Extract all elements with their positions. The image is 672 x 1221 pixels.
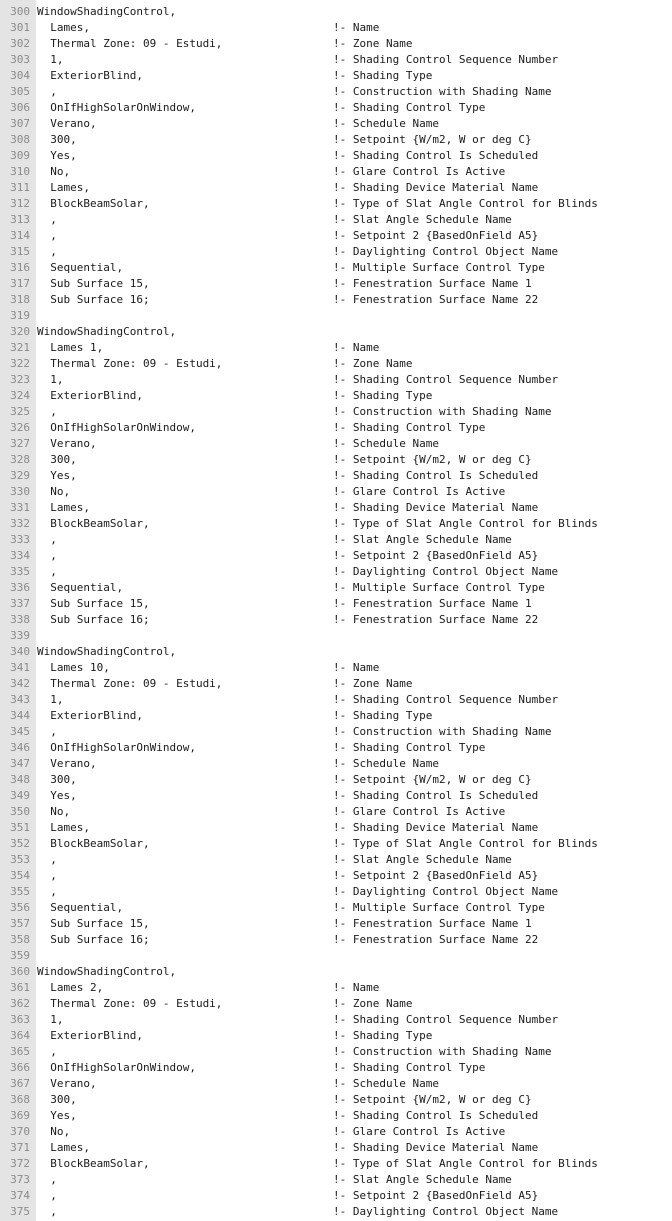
code-text: ,	[37, 725, 57, 738]
code-comment: !- Shading Device Material Name	[333, 181, 539, 194]
code-line[interactable]	[0, 628, 672, 644]
code-line[interactable]	[0, 980, 672, 996]
code-line[interactable]	[0, 20, 672, 36]
code-line[interactable]	[0, 996, 672, 1012]
line-number: 366	[10, 1061, 30, 1074]
line-number: 304	[10, 69, 30, 82]
line-number: 355	[10, 885, 30, 898]
code-comment: !- Glare Control Is Active	[333, 485, 506, 498]
code-text: OnIfHighSolarOnWindow,	[37, 421, 196, 434]
code-text: No,	[37, 165, 71, 178]
code-line[interactable]	[0, 660, 672, 676]
code-text: BlockBeamSolar,	[37, 1157, 150, 1170]
code-text: Sub Surface 15,	[37, 597, 150, 610]
code-line[interactable]	[0, 900, 672, 916]
code-line[interactable]	[0, 308, 672, 324]
code-text: WindowShadingControl,	[37, 5, 177, 18]
line-number: 329	[10, 469, 30, 482]
code-text: WindowShadingControl,	[37, 325, 177, 338]
code-comment: !- Shading Control Is Scheduled	[333, 149, 539, 162]
code-comment: !- Daylighting Control Object Name	[333, 885, 559, 898]
code-line[interactable]	[0, 484, 672, 500]
line-number: 354	[10, 869, 30, 882]
line-number: 320	[10, 325, 30, 338]
code-text: ,	[37, 565, 57, 578]
code-text: ,	[37, 85, 57, 98]
code-text: Lames,	[37, 21, 90, 34]
code-comment: !- Shading Control Is Scheduled	[333, 469, 539, 482]
code-text: Thermal Zone: 09 - Estudi,	[37, 997, 223, 1010]
code-text: Lames,	[37, 501, 90, 514]
code-text: ,	[37, 405, 57, 418]
code-text: No,	[37, 1125, 71, 1138]
line-number: 312	[10, 197, 30, 210]
code-line[interactable]	[0, 68, 672, 84]
code-line[interactable]	[0, 1204, 672, 1220]
code-comment: !- Daylighting Control Object Name	[333, 1205, 559, 1218]
code-text: 300,	[37, 453, 77, 466]
code-text: Sub Surface 15,	[37, 917, 150, 930]
code-line[interactable]	[0, 52, 672, 68]
code-text: Lames,	[37, 821, 90, 834]
line-number: 375	[10, 1205, 30, 1218]
code-text: ,	[37, 1173, 57, 1186]
code-line[interactable]	[0, 788, 672, 804]
code-text: Thermal Zone: 09 - Estudi,	[37, 357, 223, 370]
code-line[interactable]	[0, 884, 672, 900]
code-text: No,	[37, 805, 71, 818]
code-comment: !- Schedule Name	[333, 757, 439, 770]
code-line[interactable]	[0, 644, 672, 660]
code-comment: !- Construction with Shading Name	[333, 405, 552, 418]
code-comment: !- Multiple Surface Control Type	[333, 901, 545, 914]
code-text: Yes,	[37, 149, 77, 162]
code-comment: !- Shading Control Type	[333, 101, 486, 114]
line-number: 340	[10, 645, 30, 658]
code-line[interactable]	[0, 1108, 672, 1124]
code-text: Verano,	[37, 1077, 97, 1090]
code-text: WindowShadingControl,	[37, 965, 177, 978]
code-comment: !- Schedule Name	[333, 437, 439, 450]
code-line[interactable]	[0, 516, 672, 532]
line-number: 303	[10, 53, 30, 66]
code-text: Sub Surface 16;	[37, 613, 150, 626]
line-number: 372	[10, 1157, 30, 1170]
code-comment: !- Shading Type	[333, 69, 433, 82]
code-text: Lames 1,	[37, 341, 104, 354]
line-number: 313	[10, 213, 30, 226]
code-comment: !- Shading Control Is Scheduled	[333, 789, 539, 802]
code-line[interactable]	[0, 564, 672, 580]
code-text: ,	[37, 1189, 57, 1202]
code-comment: !- Shading Control Sequence Number	[333, 1013, 559, 1026]
code-text: Lames,	[37, 181, 90, 194]
code-line[interactable]	[0, 292, 672, 308]
code-line[interactable]	[0, 500, 672, 516]
code-comment: !- Shading Control Sequence Number	[333, 53, 559, 66]
code-text: ,	[37, 245, 57, 258]
line-number: 362	[10, 997, 30, 1010]
line-number: 331	[10, 501, 30, 514]
line-number: 374	[10, 1189, 30, 1202]
code-text: Verano,	[37, 117, 97, 130]
code-comment: !- Setpoint 2 {BasedOnField A5}	[333, 869, 539, 882]
code-comment: !- Fenestration Surface Name 1	[333, 597, 532, 610]
code-comment: !- Fenestration Surface Name 1	[333, 917, 532, 930]
code-text: ,	[37, 533, 57, 546]
code-line[interactable]	[0, 916, 672, 932]
code-comment: !- Name	[333, 661, 380, 674]
code-line[interactable]	[0, 708, 672, 724]
line-number: 361	[10, 981, 30, 994]
code-line[interactable]	[0, 820, 672, 836]
code-line[interactable]	[0, 580, 672, 596]
line-number: 369	[10, 1109, 30, 1122]
line-number: 301	[10, 21, 30, 34]
code-comment: !- Setpoint {W/m2, W or deg C}	[333, 453, 532, 466]
code-comment: !- Shading Control Sequence Number	[333, 693, 559, 706]
code-comment: !- Construction with Shading Name	[333, 1045, 552, 1058]
line-number: 342	[10, 677, 30, 690]
line-number: 341	[10, 661, 30, 674]
line-number: 319	[10, 309, 30, 322]
code-text: ExteriorBlind,	[37, 709, 143, 722]
code-comment: !- Glare Control Is Active	[333, 805, 506, 818]
code-text: No,	[37, 485, 71, 498]
code-comment: !- Fenestration Surface Name 22	[333, 933, 539, 946]
line-number: 307	[10, 117, 30, 130]
code-line[interactable]	[0, 1028, 672, 1044]
code-comment: !- Name	[333, 21, 380, 34]
line-number: 348	[10, 773, 30, 786]
code-line[interactable]	[0, 1044, 672, 1060]
code-line[interactable]	[0, 772, 672, 788]
code-comment: !- Zone Name	[333, 357, 413, 370]
code-text: ,	[37, 229, 57, 242]
code-line[interactable]	[0, 164, 672, 180]
line-number: 349	[10, 789, 30, 802]
code-comment: !- Shading Type	[333, 709, 433, 722]
line-number: 364	[10, 1029, 30, 1042]
code-line[interactable]	[0, 804, 672, 820]
code-line[interactable]	[0, 1156, 672, 1172]
line-number: 316	[10, 261, 30, 274]
line-number: 345	[10, 725, 30, 738]
code-comment: !- Type of Slat Angle Control for Blinds	[333, 1157, 598, 1170]
line-number: 314	[10, 229, 30, 242]
code-comment: !- Shading Device Material Name	[333, 821, 539, 834]
code-line[interactable]	[0, 548, 672, 564]
code-line[interactable]	[0, 468, 672, 484]
code-comment: !- Setpoint {W/m2, W or deg C}	[333, 1093, 532, 1106]
code-line[interactable]	[0, 596, 672, 612]
code-text: 300,	[37, 773, 77, 786]
line-number: 321	[10, 341, 30, 354]
code-line[interactable]	[0, 1172, 672, 1188]
line-number: 335	[10, 565, 30, 578]
code-line[interactable]	[0, 612, 672, 628]
code-text: ExteriorBlind,	[37, 69, 143, 82]
line-number: 357	[10, 917, 30, 930]
code-text: OnIfHighSolarOnWindow,	[37, 101, 196, 114]
code-comment: !- Shading Type	[333, 389, 433, 402]
code-comment: !- Setpoint 2 {BasedOnField A5}	[333, 549, 539, 562]
line-number: 358	[10, 933, 30, 946]
line-number: 327	[10, 437, 30, 450]
code-line[interactable]	[0, 1188, 672, 1204]
line-number: 367	[10, 1077, 30, 1090]
code-text: 1,	[37, 1013, 64, 1026]
code-text: Verano,	[37, 437, 97, 450]
code-comment: !- Zone Name	[333, 37, 413, 50]
line-number: 306	[10, 101, 30, 114]
code-text: BlockBeamSolar,	[37, 837, 150, 850]
code-line[interactable]	[0, 1012, 672, 1028]
code-line[interactable]	[0, 868, 672, 884]
code-text: OnIfHighSolarOnWindow,	[37, 1061, 196, 1074]
code-comment: !- Daylighting Control Object Name	[333, 565, 559, 578]
code-comment: !- Slat Angle Schedule Name	[333, 1173, 512, 1186]
code-line[interactable]	[0, 100, 672, 116]
code-line[interactable]	[0, 84, 672, 100]
code-line[interactable]	[0, 1060, 672, 1076]
code-comment: !- Type of Slat Angle Control for Blinds	[333, 517, 598, 530]
code-comment: !- Shading Control Type	[333, 1061, 486, 1074]
code-line[interactable]	[0, 948, 672, 964]
code-text: 1,	[37, 373, 64, 386]
code-line[interactable]	[0, 276, 672, 292]
line-number: 370	[10, 1125, 30, 1138]
code-text: Sub Surface 15,	[37, 277, 150, 290]
code-comment: !- Setpoint 2 {BasedOnField A5}	[333, 1189, 539, 1202]
line-number: 347	[10, 757, 30, 770]
code-comment: !- Glare Control Is Active	[333, 165, 506, 178]
code-comment: !- Slat Angle Schedule Name	[333, 853, 512, 866]
line-number: 328	[10, 453, 30, 466]
code-line[interactable]	[0, 676, 672, 692]
code-comment: !- Slat Angle Schedule Name	[333, 213, 512, 226]
line-number: 339	[10, 629, 30, 642]
code-comment: !- Shading Control Sequence Number	[333, 373, 559, 386]
code-comment: !- Shading Control Is Scheduled	[333, 1109, 539, 1122]
code-line[interactable]	[0, 452, 672, 468]
code-line[interactable]	[0, 356, 672, 372]
line-number: 302	[10, 37, 30, 50]
code-text: BlockBeamSolar,	[37, 517, 150, 530]
code-line[interactable]	[0, 964, 672, 980]
line-number: 373	[10, 1173, 30, 1186]
code-comment: !- Daylighting Control Object Name	[333, 245, 559, 258]
code-text: Lames 10,	[37, 661, 110, 674]
code-text: ,	[37, 853, 57, 866]
line-number: 356	[10, 901, 30, 914]
code-text: Thermal Zone: 09 - Estudi,	[37, 37, 223, 50]
code-line[interactable]	[0, 36, 672, 52]
code-text: Yes,	[37, 789, 77, 802]
code-line[interactable]	[0, 692, 672, 708]
code-line[interactable]	[0, 1124, 672, 1140]
code-text: Yes,	[37, 469, 77, 482]
line-number: 308	[10, 133, 30, 146]
code-line[interactable]	[0, 212, 672, 228]
line-number: 363	[10, 1013, 30, 1026]
line-number: 360	[10, 965, 30, 978]
code-line[interactable]	[0, 244, 672, 260]
code-line[interactable]	[0, 148, 672, 164]
code-comment: !- Name	[333, 341, 380, 354]
code-comment: !- Fenestration Surface Name 22	[333, 613, 539, 626]
code-comment: !- Shading Device Material Name	[333, 1141, 539, 1154]
line-number: 352	[10, 837, 30, 850]
code-comment: !- Fenestration Surface Name 1	[333, 277, 532, 290]
line-number: 330	[10, 485, 30, 498]
code-comment: !- Zone Name	[333, 997, 413, 1010]
code-line[interactable]	[0, 260, 672, 276]
code-comment: !- Slat Angle Schedule Name	[333, 533, 512, 546]
code-text: 1,	[37, 693, 64, 706]
code-line[interactable]	[0, 404, 672, 420]
line-number: 336	[10, 581, 30, 594]
code-text: WindowShadingControl,	[37, 645, 177, 658]
line-number: 324	[10, 389, 30, 402]
code-comment: !- Setpoint {W/m2, W or deg C}	[333, 773, 532, 786]
code-comment: !- Setpoint {W/m2, W or deg C}	[333, 133, 532, 146]
line-number: 326	[10, 421, 30, 434]
code-line[interactable]	[0, 180, 672, 196]
code-line[interactable]	[0, 1140, 672, 1156]
code-comment: !- Construction with Shading Name	[333, 725, 552, 738]
code-text: Sequential,	[37, 261, 124, 274]
code-text: Lames 2,	[37, 981, 104, 994]
code-text: BlockBeamSolar,	[37, 197, 150, 210]
code-text: 300,	[37, 133, 77, 146]
code-line[interactable]	[0, 532, 672, 548]
line-number: 322	[10, 357, 30, 370]
code-text: Sub Surface 16;	[37, 293, 150, 306]
code-comment: !- Zone Name	[333, 677, 413, 690]
code-line[interactable]	[0, 756, 672, 772]
code-line[interactable]	[0, 340, 672, 356]
code-text: ,	[37, 1045, 57, 1058]
line-number: 334	[10, 549, 30, 562]
line-number: 343	[10, 693, 30, 706]
code-line[interactable]	[0, 388, 672, 404]
code-line[interactable]	[0, 4, 672, 20]
code-comment: !- Schedule Name	[333, 1077, 439, 1090]
line-number: 338	[10, 613, 30, 626]
line-number: 318	[10, 293, 30, 306]
code-text: 1,	[37, 53, 64, 66]
code-text: ,	[37, 1205, 57, 1218]
code-comment: !- Multiple Surface Control Type	[333, 261, 545, 274]
code-comment: !- Multiple Surface Control Type	[333, 581, 545, 594]
code-comment: !- Type of Slat Angle Control for Blinds	[333, 197, 598, 210]
code-comment: !- Shading Control Type	[333, 741, 486, 754]
line-number: 353	[10, 853, 30, 866]
code-text: ,	[37, 869, 57, 882]
code-line[interactable]	[0, 372, 672, 388]
line-number: 311	[10, 181, 30, 194]
code-text: ,	[37, 213, 57, 226]
code-text: OnIfHighSolarOnWindow,	[37, 741, 196, 754]
code-line[interactable]	[0, 852, 672, 868]
line-number: 365	[10, 1045, 30, 1058]
code-line[interactable]	[0, 836, 672, 852]
code-comment: !- Glare Control Is Active	[333, 1125, 506, 1138]
line-number: 371	[10, 1141, 30, 1154]
line-number: 300	[10, 5, 30, 18]
line-number: 305	[10, 85, 30, 98]
line-number: 337	[10, 597, 30, 610]
code-line[interactable]	[0, 196, 672, 212]
code-text: Sub Surface 16;	[37, 933, 150, 946]
line-number: 332	[10, 517, 30, 530]
code-comment: !- Setpoint 2 {BasedOnField A5}	[333, 229, 539, 242]
code-line[interactable]	[0, 436, 672, 452]
code-text: ,	[37, 549, 57, 562]
code-text: ExteriorBlind,	[37, 389, 143, 402]
code-text: Sequential,	[37, 901, 124, 914]
line-number: 317	[10, 277, 30, 290]
line-number: 346	[10, 741, 30, 754]
code-comment: !- Shading Type	[333, 1029, 433, 1042]
code-text: Thermal Zone: 09 - Estudi,	[37, 677, 223, 690]
code-comment: !- Type of Slat Angle Control for Blinds	[333, 837, 598, 850]
code-line[interactable]	[0, 228, 672, 244]
code-text: Lames,	[37, 1141, 90, 1154]
code-text: 300,	[37, 1093, 77, 1106]
code-comment: !- Name	[333, 981, 380, 994]
line-number: 325	[10, 405, 30, 418]
code-line[interactable]	[0, 1076, 672, 1092]
line-number: 323	[10, 373, 30, 386]
code-comment: !- Construction with Shading Name	[333, 85, 552, 98]
code-text: ,	[37, 885, 57, 898]
line-number: 315	[10, 245, 30, 258]
code-text: Yes,	[37, 1109, 77, 1122]
line-number: 310	[10, 165, 30, 178]
code-comment: !- Schedule Name	[333, 117, 439, 130]
code-comment: !- Shading Device Material Name	[333, 501, 539, 514]
line-number: 351	[10, 821, 30, 834]
code-line[interactable]	[0, 1092, 672, 1108]
line-number: 350	[10, 805, 30, 818]
line-number: 368	[10, 1093, 30, 1106]
code-comment: !- Shading Control Type	[333, 421, 486, 434]
line-number: 344	[10, 709, 30, 722]
code-text: Verano,	[37, 757, 97, 770]
code-text: Sequential,	[37, 581, 124, 594]
code-line[interactable]	[0, 420, 672, 436]
code-text: ExteriorBlind,	[37, 1029, 143, 1042]
code-line[interactable]	[0, 740, 672, 756]
code-comment: !- Fenestration Surface Name 22	[333, 293, 539, 306]
code-line[interactable]	[0, 932, 672, 948]
code-line[interactable]	[0, 116, 672, 132]
code-line[interactable]	[0, 132, 672, 148]
code-line[interactable]	[0, 724, 672, 740]
line-number: 333	[10, 533, 30, 546]
line-number: 359	[10, 949, 30, 962]
code-line[interactable]	[0, 324, 672, 340]
code-lines[interactable]	[0, 4, 672, 1220]
line-number: 309	[10, 149, 30, 162]
